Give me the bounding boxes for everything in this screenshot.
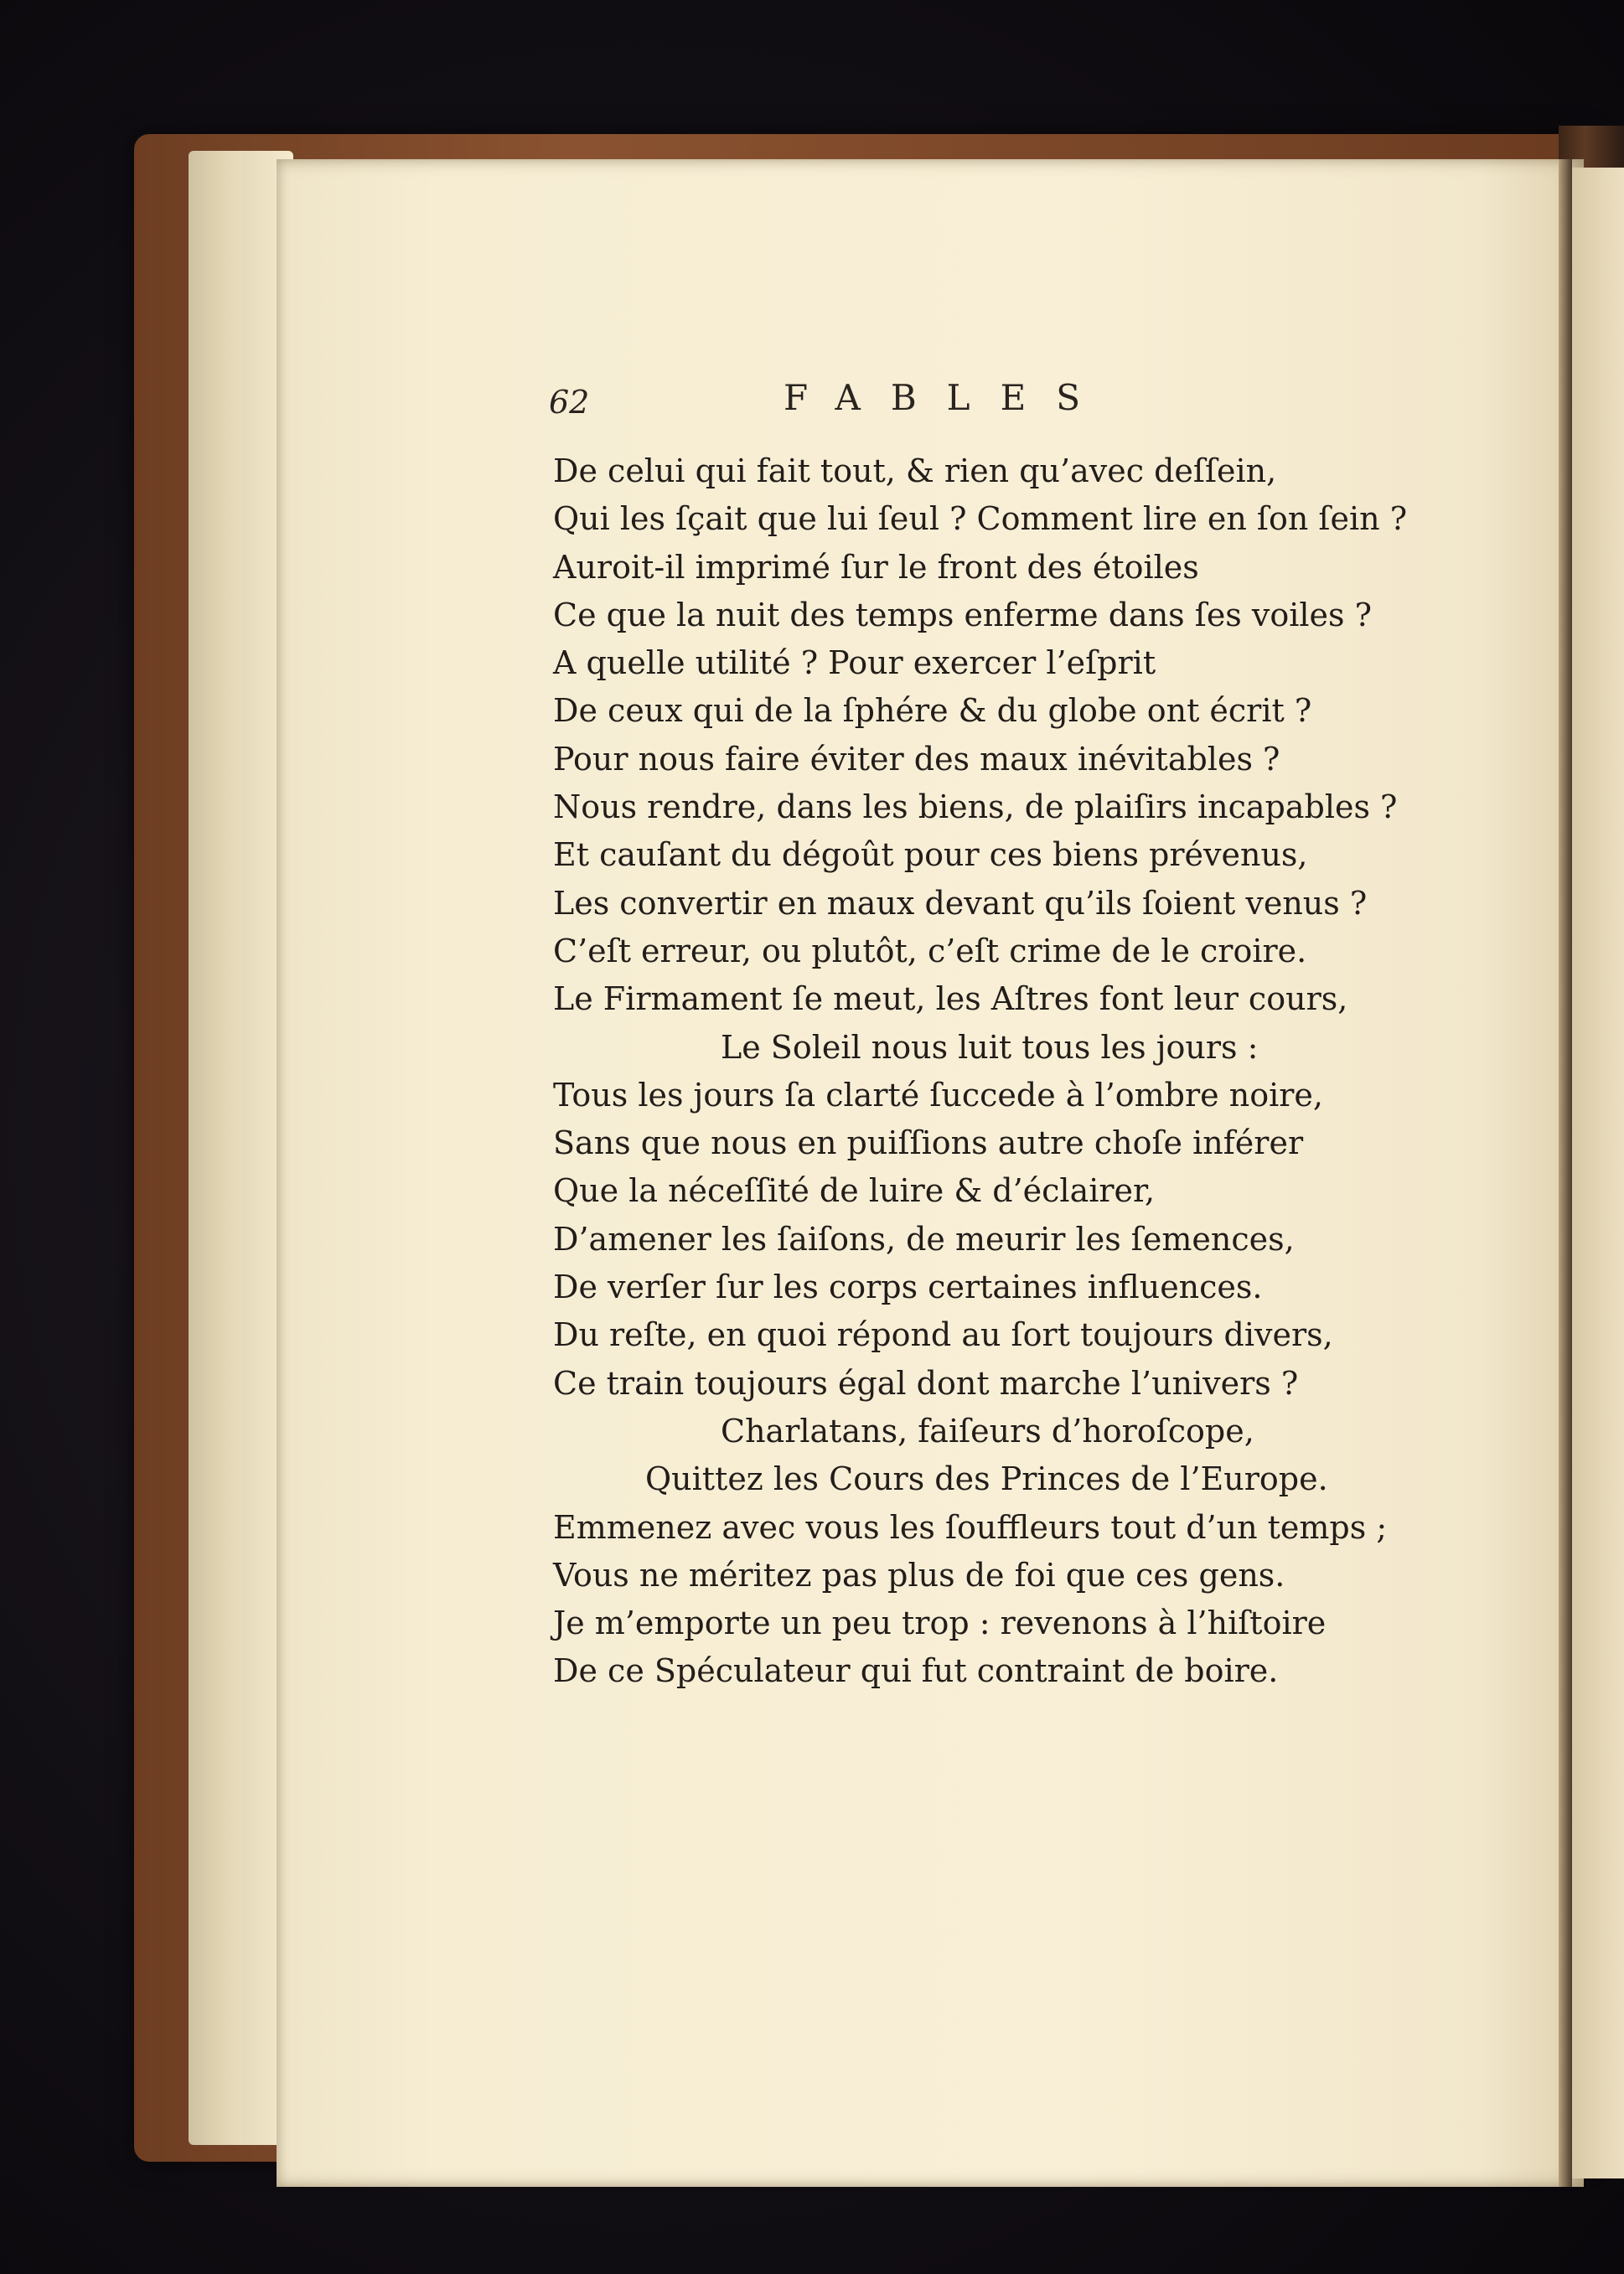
verse-line: Nous rendre, dans les biens, de plaiſirs incapables ? [553, 788, 1398, 826]
verse-line: Quittez les Cours des Princes de l’Europe. [645, 1460, 1328, 1498]
verse-line: Auroit-il imprimé ſur le front des étoiles [553, 548, 1199, 586]
verse-line: Le Soleil nous luit tous les jours : [721, 1028, 1259, 1066]
page-header [549, 377, 1471, 436]
book-gutter [1559, 159, 1572, 2187]
verse-line: Charlatans, faiſeurs d’horoſcope, [721, 1412, 1254, 1450]
verse-line: Le Firmament ſe meut, les Aſtres font leur cours, [553, 980, 1348, 1018]
verse-line: Les convertir en maux devant qu’ils ſoient venus ? [553, 884, 1368, 922]
verse-line: De ceux qui de la ſphére & du globe ont écrit ? [553, 692, 1312, 730]
verse-line: Du reſte, en quoi répond au ſort toujours divers, [553, 1316, 1333, 1354]
verse-line: Et cauſant du dégoût pour ces biens prévenus, [553, 836, 1308, 874]
verse-line: Pour nous faire éviter des maux inévitables ? [553, 740, 1280, 778]
verse-line: Je m’emporte un peu trop : revenons à l’hiſtoire [553, 1605, 1327, 1642]
verse-line: Vous ne méritez pas plus de foi que ces gens. [553, 1556, 1285, 1594]
verse-line: C’eſt erreur, ou plutôt, c’eſt crime de le croire. [553, 932, 1307, 969]
verse-line: D’amener les ſaiſons, de meurir les ſemences, [553, 1220, 1295, 1258]
facing-page-edge [1572, 168, 1624, 2178]
verse-line: Emmenez avec vous les ſouffleurs tout d’un temps ; [553, 1508, 1388, 1546]
verse-line: Sans que nous en puiſſions autre choſe inférer [553, 1124, 1304, 1162]
page-number: 62 [549, 384, 590, 421]
verse-line: Ce que la nuit des temps enferme dans ſes voiles ? [553, 596, 1372, 633]
verse-line: Ce train toujours égal dont marche l’univers ? [553, 1364, 1299, 1402]
verse-line: De ce Spéculateur qui fut contraint de boire. [553, 1652, 1279, 1690]
verse-line: De verſer ſur les corps certaines influences. [553, 1269, 1263, 1306]
verse-line: Tous les jours ſa clarté ſuccede à l’ombre noire, [553, 1076, 1323, 1114]
running-title: FABLES [784, 377, 1111, 418]
verse-line: Que la néceſſité de luire & d’éclairer, [553, 1172, 1156, 1210]
verse-line: Qui les ſçait que lui ſeul ? Comment lire en ſon ſein ? [553, 500, 1408, 538]
verse-line: De celui qui fait tout, & rien qu’avec deſſein, [553, 452, 1277, 489]
verse-line: A quelle utilité ? Pour exercer l’eſprit [553, 644, 1156, 682]
verse-block [553, 447, 1492, 1696]
